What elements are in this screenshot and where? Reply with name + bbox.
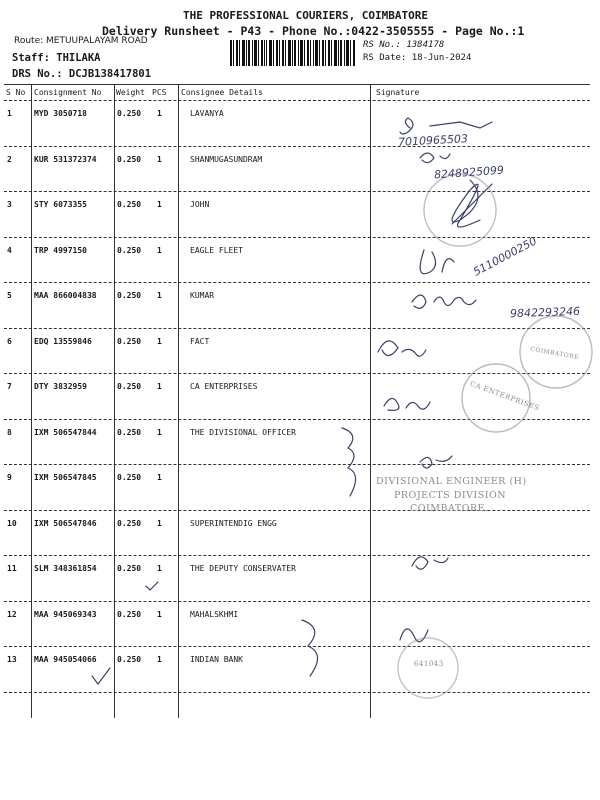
row-divider bbox=[4, 328, 590, 329]
row-weight: 0.250 bbox=[117, 427, 142, 437]
row-pcs: 1 bbox=[157, 609, 162, 619]
column-header-consignment: Consignment No bbox=[34, 88, 102, 97]
row-sno: 3 bbox=[7, 200, 12, 209]
row-divider bbox=[4, 464, 590, 465]
row-consignee: THE DIVISIONAL OFFICER bbox=[190, 427, 296, 437]
row-consignment: KUR 531372374 bbox=[34, 154, 97, 164]
stamp-text: 641043 bbox=[414, 660, 444, 668]
row-consignment: IXM 506547844 bbox=[34, 427, 97, 437]
row-consignee: KUMAR bbox=[190, 291, 215, 300]
row-sno: 2 bbox=[7, 154, 12, 164]
column-divider bbox=[178, 84, 179, 718]
row-divider bbox=[4, 191, 590, 192]
row-pcs: 1 bbox=[157, 154, 162, 164]
row-divider bbox=[4, 555, 590, 556]
row-weight: 0.250 bbox=[117, 609, 142, 619]
stamp-text: DIVISIONAL ENGINEER (H) bbox=[376, 476, 527, 487]
handwritten-number: 9842293246 bbox=[509, 304, 581, 321]
row-sno: 1 bbox=[7, 109, 12, 118]
row-weight: 0.250 bbox=[117, 564, 142, 573]
row-sno: 7 bbox=[7, 382, 12, 391]
row-divider bbox=[4, 510, 590, 511]
row-consignment: DTY 3832959 bbox=[34, 382, 87, 391]
row-weight: 0.250 bbox=[117, 473, 142, 482]
row-divider bbox=[4, 373, 590, 374]
row-pcs: 1 bbox=[157, 473, 162, 482]
row-consignment: IXM 506547845 bbox=[34, 473, 97, 482]
handwritten-number: 5110000250 bbox=[471, 234, 539, 279]
row-sno: 9 bbox=[7, 473, 12, 482]
row-pcs: 1 bbox=[157, 245, 162, 255]
header-rule bbox=[4, 100, 590, 101]
row-divider bbox=[4, 237, 590, 238]
row-divider bbox=[4, 646, 590, 647]
row-consignment: MAA 866004838 bbox=[34, 291, 97, 300]
row-divider bbox=[4, 419, 590, 420]
row-divider bbox=[4, 282, 590, 283]
row-sno: 6 bbox=[7, 336, 12, 346]
row-pcs: 1 bbox=[157, 291, 162, 300]
rs-number: RS No.: 1384178 bbox=[363, 40, 445, 50]
row-weight: 0.250 bbox=[117, 200, 142, 209]
row-consignment: SLM 348361854 bbox=[34, 564, 97, 573]
company-title: THE PROFESSIONAL COURIERS, COIMBATORE bbox=[183, 9, 429, 22]
row-weight: 0.250 bbox=[117, 109, 142, 118]
row-sno: 12 bbox=[7, 609, 17, 619]
row-consignee: THE DEPUTY CONSERVATER bbox=[190, 564, 296, 573]
row-divider bbox=[4, 601, 590, 602]
staff-label: Staff: THILAKA bbox=[12, 52, 101, 64]
row-weight: 0.250 bbox=[117, 336, 142, 346]
column-divider bbox=[370, 84, 371, 718]
row-pcs: 1 bbox=[157, 382, 162, 391]
stamp-text: COIMBATORE. bbox=[410, 503, 489, 514]
row-weight: 0.250 bbox=[117, 382, 142, 391]
row-pcs: 1 bbox=[157, 564, 162, 573]
row-consignee: FACT bbox=[190, 336, 210, 346]
column-divider bbox=[114, 84, 115, 718]
row-pcs: 1 bbox=[157, 427, 162, 437]
row-sno: 4 bbox=[7, 245, 12, 255]
column-header-weight: Weight bbox=[116, 88, 145, 97]
column-header-pcs: PCS bbox=[152, 88, 167, 97]
handwritten-number: 7010965503 bbox=[397, 132, 469, 149]
row-consignment: MYD 3050718 bbox=[34, 109, 87, 118]
row-pcs: 1 bbox=[157, 655, 162, 664]
row-pcs: 1 bbox=[157, 518, 162, 528]
drs-number: DRS No.: DCJB138417801 bbox=[12, 68, 152, 80]
row-consignee: SHANMUGASUNDRAM bbox=[190, 154, 263, 164]
row-pcs: 1 bbox=[157, 109, 162, 118]
row-consignment: TRP 4997150 bbox=[34, 245, 87, 255]
column-header-sno: S No bbox=[6, 88, 26, 97]
row-consignee: INDIAN BANK bbox=[190, 655, 243, 664]
handwritten-number: 8248925099 bbox=[433, 163, 505, 182]
table-top-rule bbox=[4, 84, 590, 85]
row-sno: 5 bbox=[7, 291, 12, 300]
row-pcs: 1 bbox=[157, 336, 162, 346]
column-header-consignee: Consignee Details bbox=[181, 88, 263, 97]
row-sno: 10 bbox=[7, 518, 17, 528]
row-consignment: STY 6073355 bbox=[34, 200, 87, 209]
column-divider bbox=[31, 84, 32, 718]
row-consignee: EAGLE FLEET bbox=[190, 245, 243, 255]
row-consignment: EDQ 13559846 bbox=[34, 336, 92, 346]
row-consignment: IXM 506547846 bbox=[34, 518, 97, 528]
stamp-text: CA ENTERPRISES bbox=[468, 379, 541, 413]
row-weight: 0.250 bbox=[117, 245, 142, 255]
row-consignee: SUPERINTENDIG ENGG bbox=[190, 518, 277, 528]
row-weight: 0.250 bbox=[117, 518, 142, 528]
runsheet-title: Delivery Runsheet - P43 - Phone No.:0422-3505555 - Page No.:1 bbox=[102, 24, 525, 38]
stamp-text: PROJECTS DIVISION bbox=[394, 490, 507, 501]
row-consignment: MAA 945054066 bbox=[34, 655, 97, 664]
row-consignment: MAA 945069343 bbox=[34, 609, 97, 619]
row-divider bbox=[4, 146, 590, 147]
barcode-icon bbox=[230, 40, 356, 66]
row-sno: 11 bbox=[7, 564, 17, 573]
row-weight: 0.250 bbox=[117, 154, 142, 164]
column-header-signature: Signature bbox=[376, 88, 420, 97]
row-pcs: 1 bbox=[157, 200, 162, 209]
row-consignee: LAVANYA bbox=[190, 109, 224, 118]
row-consignee: MAHALSKHMI bbox=[190, 609, 239, 619]
row-consignee: CA ENTERPRISES bbox=[190, 382, 258, 391]
row-weight: 0.250 bbox=[117, 655, 142, 664]
row-sno: 8 bbox=[7, 427, 12, 437]
rs-date: RS Date: 18-Jun-2024 bbox=[363, 53, 472, 63]
row-divider bbox=[4, 692, 590, 693]
row-weight: 0.250 bbox=[117, 291, 142, 300]
stamp-text: COIMBATORE bbox=[529, 345, 580, 362]
route-label: Route: METUUPALAYAM ROAD bbox=[14, 36, 148, 46]
row-consignee: JOHN bbox=[190, 200, 210, 209]
row-sno: 13 bbox=[7, 655, 17, 664]
